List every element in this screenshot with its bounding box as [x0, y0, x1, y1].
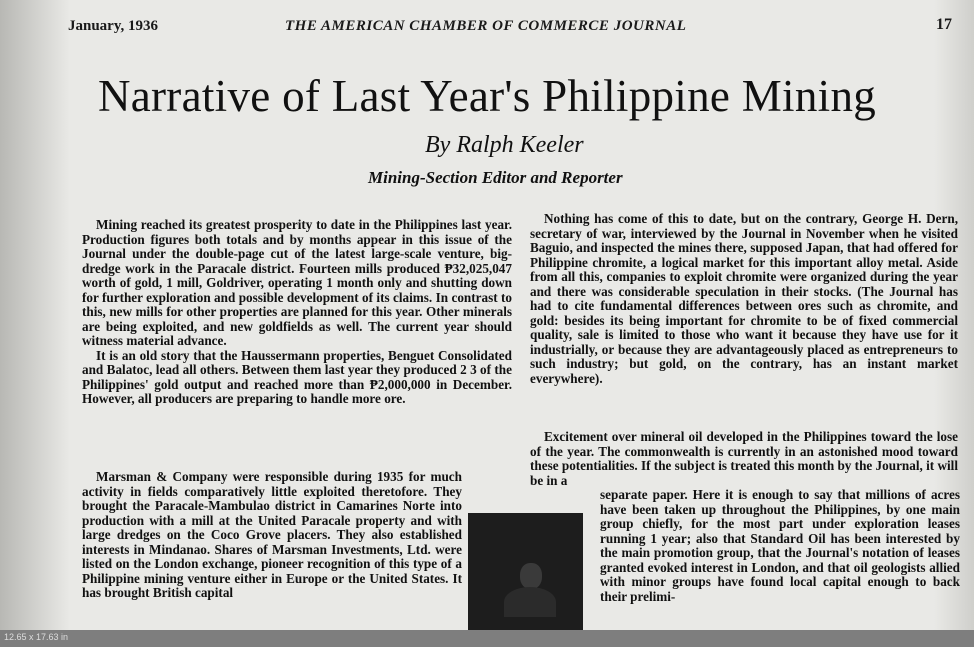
- byline-text: By Ralph Keeler: [425, 132, 584, 158]
- column-2-middle: [530, 430, 958, 488]
- article-byline: [425, 132, 584, 159]
- column-2-lower: [600, 488, 960, 604]
- header-date: January, 1936: [68, 18, 159, 34]
- column1-paragraph-2: It is an old story that the Haussermann properties, Benguet Consolidated and Balatoc, lead all others. Between them last year they produced 2 3 of the Philippines' gold output and reached more than ₱2,000,000 in December. However, all producers are preparing to handle more ore.: [82, 347, 512, 406]
- portrait-face: [520, 563, 542, 589]
- header-page-number: 17: [936, 16, 952, 33]
- author-role: Mining-Section Editor and Reporter: [368, 168, 623, 187]
- column2-paragraph-2: Excitement over mineral oil developed in the Philippines toward the lose of the year. The commonwealth is currently in an astonished mood toward these potentialities. If the subject is treated this month by the Journal, it will be in a: [530, 429, 958, 488]
- scanner-bottom-bar: [0, 630, 974, 647]
- column1-paragraph-1: Mining reached its greatest prosperity to date in the Philippines last year. Production figures both totals and by months appear in this issue of the Journal under the double-page cut of the latest large-scale venture, big-dredge work in the Paracale district. Fourteen mills produced ₱32,025,047 worth of gold, 1 mill, Goldriver, operating 1 month only and shutting down for further exploration and possible development of its claims. In contrast to this, new mills for other properties are planned for this year. Other minerals are being exploited, and new goldfields as well. The current year should witness material advance.: [82, 217, 512, 348]
- column2-paragraph-3: separate paper. Here it is enough to say that millions of acres have been taken up throughout the Philippines, by one main group chiefly, for the most part under exploration leases running 1 year; also that Standard Oil has been interested by the main promotion group, that the Journal's notation of leases granted evoked interest in London, and that oil geologists allied with minor groups have found local capital enough to back their prelimi-: [600, 487, 960, 604]
- running-header: [60, 14, 960, 38]
- column2-paragraph-1: Nothing has come of this to date, but on the contrary, George H. Dern, secretary of war, interviewed by the Journal in November when he visited Baguio, and inspected the mines there, supposed Japan, that had offered for Philippine chromite, a logical market for this important alloy metal. Aside from all this, companies to exploit chromite were organized during the year and there was considerable speculation in their stocks. (The Journal has had to cite fundamental differences between ores such as chromite, and gold: besides its being important for chromite to be of fixed commercial quality, sale is limited to those who want it because they have use for it industrially, or because they are advantageously placed as entrepreneurs to such industry; but gold, on the contrary, has an instant market everywhere).: [530, 211, 958, 386]
- article-title: Narrative of Last Year's Philippine Mining: [97, 71, 877, 121]
- header-journal-name: THE AMERICAN CHAMBER OF COMMERCE JOURNAL: [285, 18, 687, 34]
- author-portrait-photo: [468, 513, 583, 630]
- column1-paragraph-3: Marsman & Company were responsible during 1935 for much activity in fields comparatively little exploited theretofore. They brought the Paracale-Mambulao district in Camarines Norte into production with a mill at the United Paracale property and with large dredges on the Coco Grove placers. They also established interests in Mindanao. Shares of Marsman Investments, Ltd. were listed on the London exchange, pioneer recognition of this type of a Philippine mining venture either in Europe or the United States. It has brought British capital: [82, 469, 462, 600]
- column-2: [530, 212, 958, 386]
- scan-size-readout: 12.65 x 17.63 in: [4, 632, 69, 642]
- column-1-lower: [82, 470, 462, 601]
- column-1: [82, 218, 512, 407]
- portrait-shoulders: [504, 587, 556, 617]
